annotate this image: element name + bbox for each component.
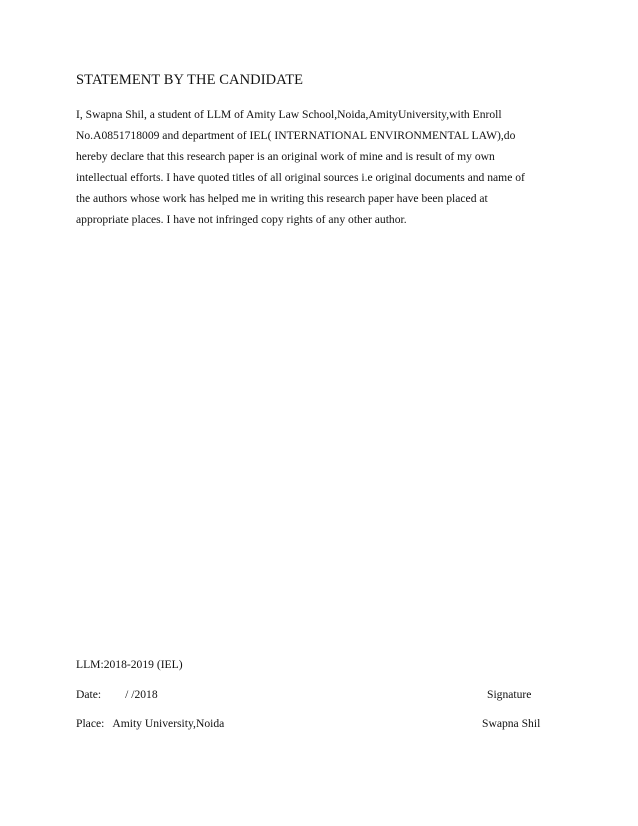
statement-line: intellectual efforts. I have quoted titles of all original sources i.e original documents and name of — [76, 171, 525, 184]
date-value: / /2018 — [125, 688, 158, 701]
statement-heading: STATEMENT BY THE CANDIDATE — [76, 72, 304, 88]
statement-line: I, Swapna Shil, a student of LLM of Amity Law School,Noida,AmityUniversity,with Enroll — [76, 108, 502, 121]
statement-line: appropriate places. I have not infringed copy rights of any other author. — [76, 213, 407, 226]
signature-label: Signature — [487, 688, 532, 701]
program-line: LLM:2018-2019 (IEL) — [76, 658, 183, 671]
place-line — [76, 717, 224, 730]
statement-line: hereby declare that this research paper is an original work of mine and is result of my own — [76, 150, 495, 163]
place-label: Place: — [76, 717, 105, 730]
date-label: Date: — [76, 688, 102, 701]
statement-line: No.A0851718009 and department of IEL( INTERNATIONAL ENVIRONMENTAL LAW),do — [76, 129, 516, 142]
statement-line: the authors whose work has helped me in writing this research paper have been placed at — [76, 192, 488, 205]
signatory-name: Swapna Shil — [482, 717, 541, 730]
statement-paragraph — [76, 104, 576, 230]
place-value: Amity University,Noida — [112, 717, 225, 730]
date-line — [76, 688, 158, 701]
